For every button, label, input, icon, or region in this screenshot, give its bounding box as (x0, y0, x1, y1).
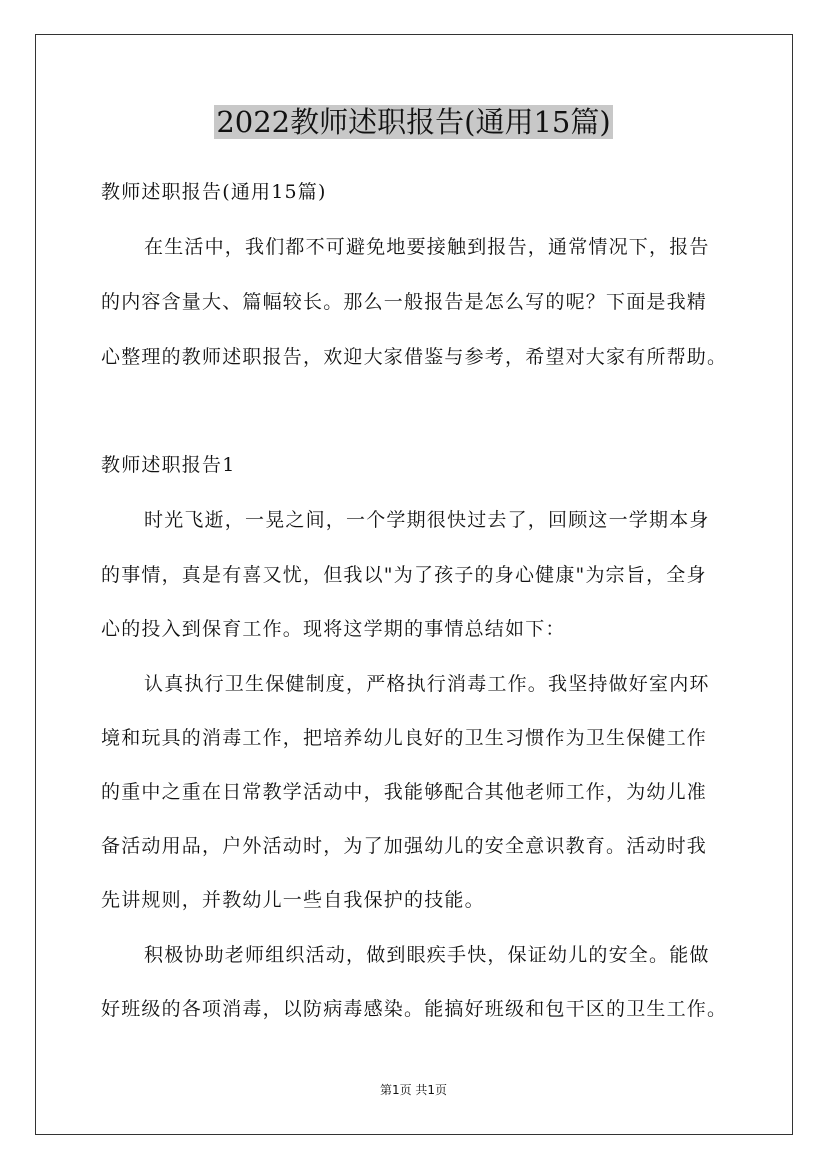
paragraph2-line-1: 认真执行卫生保健制度，严格执行消毒工作。我坚持做好室内环 (144, 673, 710, 695)
document-subtitle: 教师述职报告(通用15篇) (101, 181, 327, 203)
paragraph2-line-5: 先讲规则，并教幼儿一些自我保护的技能。 (101, 889, 485, 911)
paragraph1-line-3: 心的投入到保育工作。现将这学期的事情总结如下： (101, 618, 566, 640)
section-heading: 教师述职报告1 (101, 454, 236, 476)
paragraph3-line-1: 积极协助老师组织活动，做到眼疾手快，保证幼儿的安全。能做 (144, 944, 710, 966)
intro-line-2: 的内容含量大、篇幅较长。那么一般报告是怎么写的呢？下面是我精 (101, 291, 708, 313)
paragraph1-line-2: 的事情，真是有喜又忧，但我以"为了孩子的身心健康"为宗旨，全身 (101, 564, 707, 586)
paragraph2-line-2: 境和玩具的消毒工作，把培养幼儿良好的卫生习惯作为卫生保健工作 (101, 727, 708, 749)
intro-line-1: 在生活中，我们都不可避免地要接触到报告，通常情况下，报告 (144, 236, 710, 258)
document-title-text: 2022教师述职报告(通用15篇) (216, 105, 611, 139)
document-title (0, 100, 827, 144)
intro-line-3: 心整理的教师述职报告，欢迎大家借鉴与参考，希望对大家有所帮助。 (101, 346, 728, 368)
page-footer: 第1页 共1页 (379, 1083, 448, 1097)
paragraph3-line-2: 好班级的各项消毒，以防病毒感染。能搞好班级和包干区的卫生工作。 (101, 998, 728, 1020)
paragraph1-line-1: 时光飞逝，一晃之间，一个学期很快过去了，回顾这一学期本身 (144, 509, 710, 531)
paragraph2-line-4: 备活动用品，户外活动时，为了加强幼儿的安全意识教育。活动时我 (101, 835, 708, 857)
paragraph2-line-3: 的重中之重在日常教学活动中，我能够配合其他老师工作，为幼儿准 (101, 781, 708, 803)
